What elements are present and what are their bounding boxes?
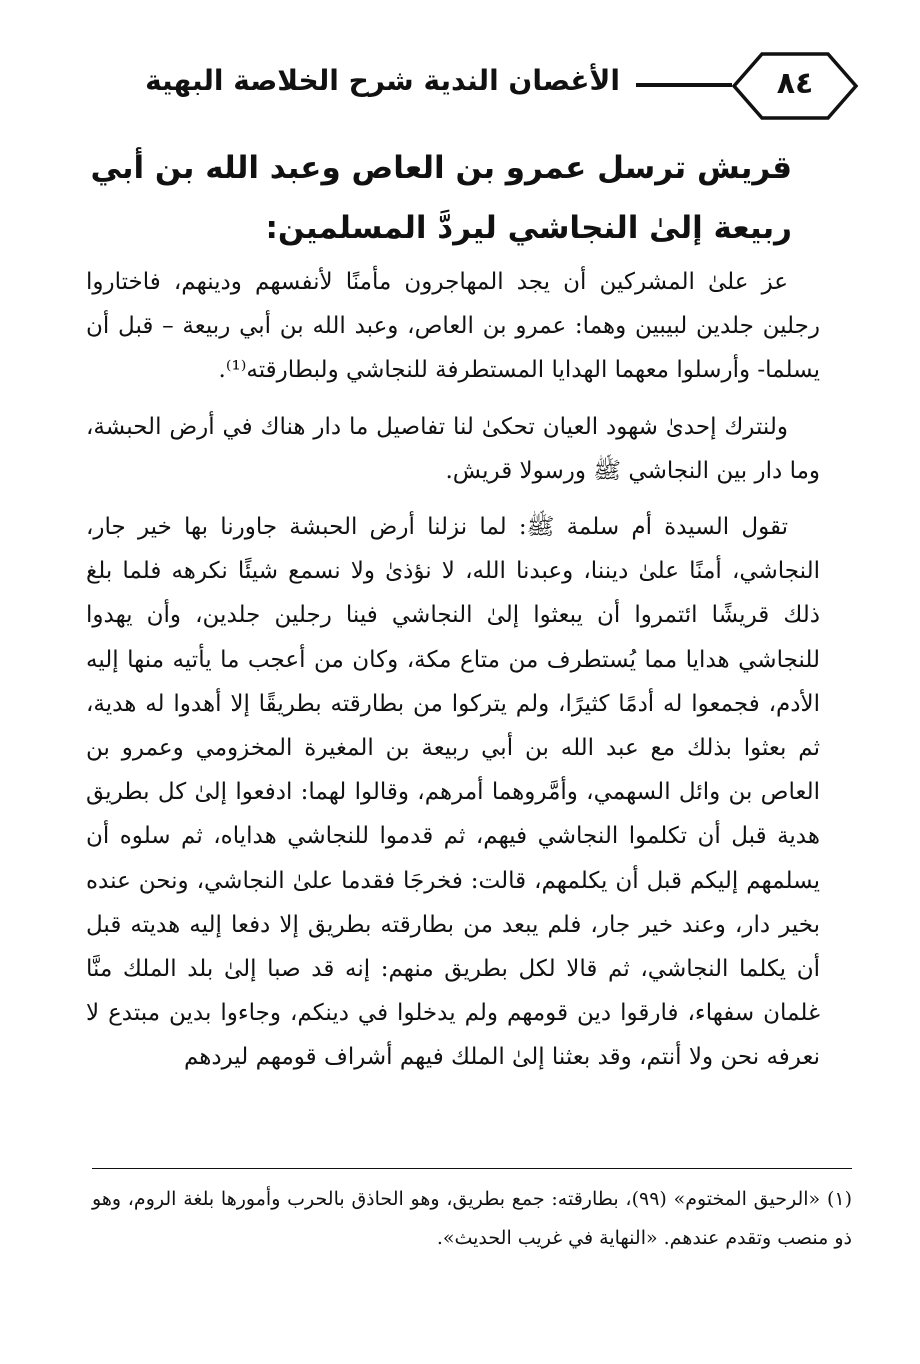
- page-header: [80, 46, 860, 126]
- footnote-separator: [92, 1168, 852, 1169]
- page-number: ٨٤: [776, 66, 814, 101]
- footnotes: [92, 1180, 852, 1258]
- section-heading: قريش ترسل عمرو بن العاص وعبد الله بن أبي ربيعة إلىٰ النجاشي ليردَّ المسلمين:: [90, 150, 792, 246]
- paragraph: تقول السيدة أم سلمة ﷺ: لما نزلنا أرض الحبشة جاورنا بها خير جار، النجاشي، أمنًا علىٰ ديننا، وعبدنا الله، لا نؤذىٰ ولا نسمع شيئًا نكرهه فلما بلغ ذلك قريشًا ائتمروا أن يبعثوا إلىٰ النجاشي فينا رجلين جلدين، وأن يهدوا للنجاشي هدايا مما يُستطرف من متاع مكة، وكان من أعجب ما يأتيه منها إليه الأدم، فجمعوا له أدمًا كثيرًا، ولم يتركوا من بطارقته بطريقًا إلا أهدوا له هدية، ثم بعثوا بذلك مع عبد الله بن أبي ربيعة بن المغيرة المخزومي وعمرو بن العاص بن وائل السهمي، وأمَّروهما أمرهم، وقالوا لهما: ادفعوا إلىٰ كل بطريق هدية قبل أن تكلموا النجاشي فيهم، ثم قدموا للنجاشي هداياه، ثم سلوه أن يسلمهم إليكم قبل أن يكلمهم، قالت: فخرجَا فقدما علىٰ النجاشي، ونحن عنده بخير دار، وعند خير جار، فلم يبعد من بطارقته بطريق إلا دفعا إليه هديته قبل أن يكلما النجاشي، ثم قالا لكل بطريق منهم: إنه قد صبا إلىٰ بلد الملك منَّا غلمان سفهاء، فارقوا دين قومهم ولم يدخلوا في دينكم، وجاءوا بدين مبتدع لا نعرفه نحن ولا أنتم، وقد بعثنا إلىٰ الملك فيهم أشراف قومهم ليردهم: [86, 514, 820, 1071]
- footnote: (١) «الرحيق المختوم» (٩٩)، بطارقته: جمع بطريق، وهو الحاذق بالحرب وأمورها بلغة الروم، وهو ذو منصب وتقدم عندهم. «النهاية في غريب الحديث».: [92, 1188, 852, 1249]
- paragraph: ولنترك إحدىٰ شهود العيان تحكىٰ لنا تفاصيل ما دار هناك في أرض الحبشة، وما دار بين النجاشي ﷺ ورسولا قريش.: [86, 413, 820, 484]
- page-number-badge: [730, 50, 860, 122]
- body-text: [86, 260, 820, 1092]
- header-rule: [636, 83, 732, 87]
- paragraph: عز علىٰ المشركين أن يجد المهاجرون مأمنًا لأنفسهم ودينهم، فاختاروا رجلين جلدين لبيبين وهما: عمرو بن العاص، وعبد الله بن أبي ربيعة – قبل أن يسلما- وأرسلوا معهما الهدايا المستطرفة للنجاشي ولبطارقته⁽¹⁾.: [86, 269, 820, 384]
- book-title: الأغصان الندية شرح الخلاصة البهية: [145, 64, 620, 97]
